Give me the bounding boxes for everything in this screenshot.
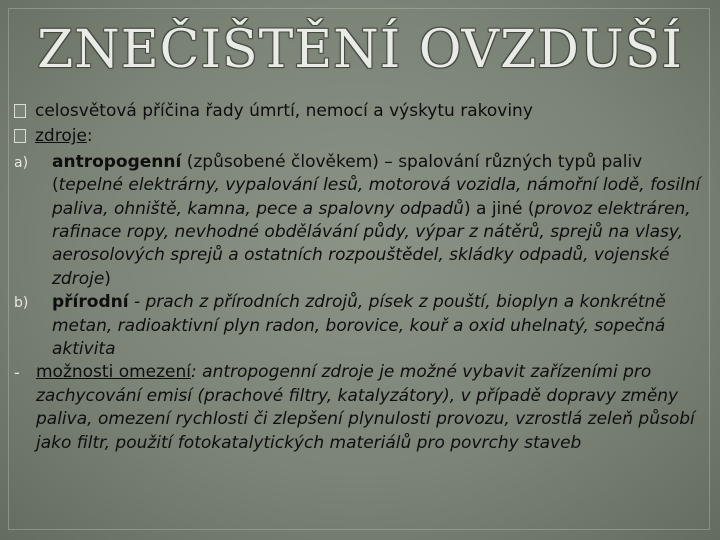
bullet-item: [14, 125, 708, 150]
sub-marker: a): [14, 154, 29, 171]
dash-item-mitigation: [14, 361, 708, 455]
slide-content: [14, 100, 708, 455]
sources-label: zdroje: [35, 126, 87, 147]
dash-marker: -: [14, 363, 20, 383]
term-natural: přírodní: [52, 292, 129, 313]
bullet-item: [14, 100, 708, 125]
term-anthropogenic: antropogenní: [52, 151, 182, 172]
sub-item-anthropogenic: [14, 151, 708, 291]
box-bullet-icon: [14, 129, 26, 143]
sub-text: antropogenní (způsobené člověkem) – spalování různých typů paliv (tepelné elektrárny, vypalování lesů, motorová vozidla, námořní lodě, fosilní paliva, ohniště, kamna, pece a spalovny odpadů) a jiné (provoz elektráren, rafinace ropy, nevhodné obdělávání půdy, výpar z nátěrů, sprejů na vlasy, aerosolových sprejů a ostatních rozpouštědel, skládky odpadů, vojenské zdroje): [52, 151, 701, 289]
sub-marker: b): [14, 295, 29, 312]
term-mitigation: možnosti omezení: [36, 362, 192, 383]
sub-text: přírodní - prach z přírodních zdrojů, písek z pouští, bioplyn a konkrétně metan, radioaktivní plyn radon, borovice, kouř a oxid uhelnatý, sopečná aktivita: [52, 292, 666, 360]
bullet-text: celosvětová příčina řady úmrtí, nemocí a výskytu rakoviny: [35, 101, 533, 121]
sub-item-natural: [14, 291, 708, 361]
slide-title: ZNEČIŠTĚNÍ OVZDUŠÍ: [37, 20, 683, 80]
box-bullet-icon: [14, 104, 26, 118]
dash-text: možnosti omezení: antropogenní zdroje je možné vybavit zařízeními pro zachycování emisí (prachové filtry, katalyzátory), v případě dopravy změny paliva, omezení rychlosti či zlepšení plynulosti provozu, vzrostlá zeleň působí jako filtr, použití fotokatalytických materiálů pro povrchy staveb: [36, 362, 695, 453]
bullet-text: zdroje:: [35, 126, 93, 147]
